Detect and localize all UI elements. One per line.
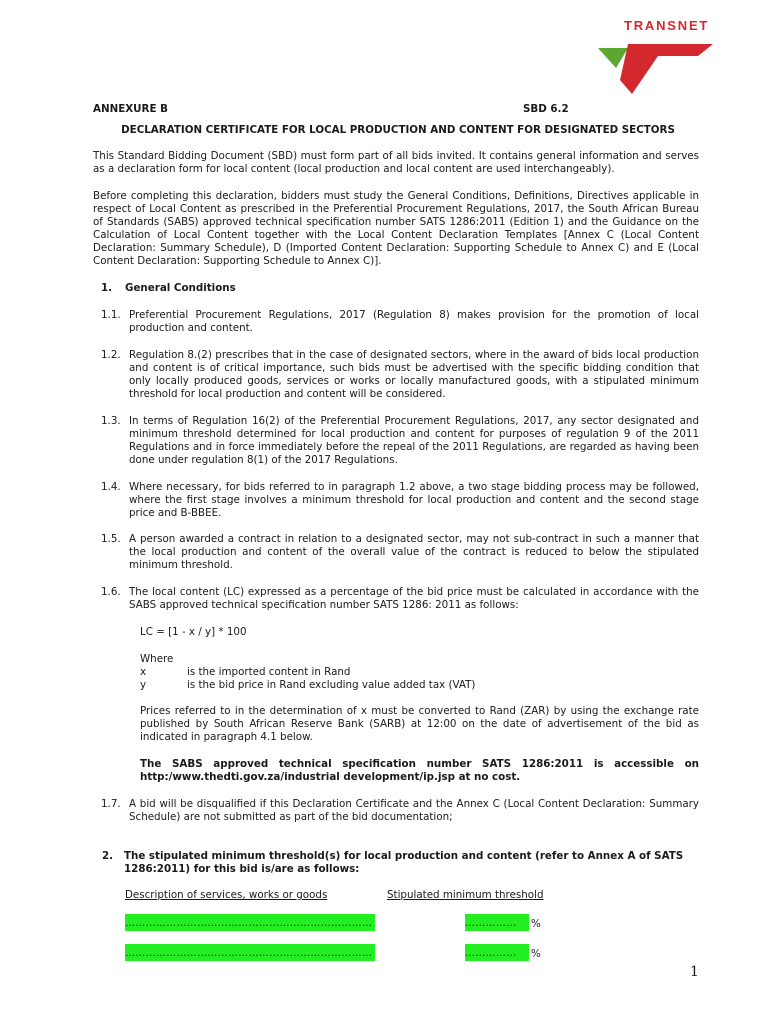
intro-paragraph-2: Before completing this declaration, bidders must study the General Conditions, Definitions, Directives applicable in respect of Local Content as prescribed in the Preferential Procurement Regulations, 2017, the South African Bureau of Standards (SABS) approved technical specification number SATS 1286:2011 (Edition 1) and the Guidance on the Calculation of Local Content together with the Local Content Declaration Templates [Annex C (Local Content Declaration: Summary Schedule), D (Imported Content Declaration: Supporting Schedule to Annex C) and E (Local Content Declaration: Supporting Schedule to Annex C)]. <box>93 190 699 267</box>
description-input-1[interactable]: ……………………………………………………………… <box>125 914 375 931</box>
list-item <box>101 349 699 401</box>
item-number: 1.1. <box>101 309 121 321</box>
list-item <box>101 586 699 612</box>
transnet-logo-text: TRANSNET <box>624 18 710 33</box>
item-text: Regulation 8.(2) prescribes that in the case of designated sectors, where in the award of bids local production and content is of critical importance, such bids must be advertised with the specific bidding condition that only locally produced goods, services or works or locally manufactured goods, with a stipulated minimum threshold for local production and content will be considered. <box>129 349 699 400</box>
section-2-number: 2. <box>102 850 114 862</box>
threshold-input-1[interactable]: …………… <box>465 914 529 931</box>
variable-key: x <box>140 666 147 678</box>
list-item <box>101 481 699 520</box>
description-input-2[interactable]: ……………………………………………………………… <box>125 944 375 961</box>
document-title: DECLARATION CERTIFICATE FOR LOCAL PRODUCTION AND CONTENT FOR DESIGNATED SECTORS <box>121 124 675 136</box>
page-number: 1 <box>690 964 699 980</box>
item-number: 1.5. <box>101 533 121 545</box>
item-text: The local content (LC) expressed as a percentage of the bid price must be calculated in accordance with the SABS approved technical specification number SATS 1286: 2011 as follows: <box>129 586 699 611</box>
section-1-number: 1. <box>101 282 113 294</box>
item-text: Where necessary, for bids referred to in paragraph 1.2 above, a two stage bidding process may be followed, where the first stage involves a minimum threshold for local production and content and the second stage price and B-BBEE. <box>129 481 699 519</box>
sabs-note: The SABS approved technical specification number SATS 1286:2011 is accessible on http:/www.thedti.gov.za/industrial development/ip.jsp at no cost. <box>140 758 699 783</box>
threshold-input-2[interactable]: …………… <box>465 944 529 961</box>
where-label: Where <box>140 653 174 665</box>
column-header-description: Description of services, works or goods <box>125 889 328 901</box>
list-item <box>101 798 699 824</box>
item-number: 1.2. <box>101 349 121 361</box>
column-header-threshold: Stipulated minimum threshold <box>387 889 544 901</box>
variable-desc: is the imported content in Rand <box>187 666 351 678</box>
list-item <box>101 415 699 467</box>
lc-formula: LC = [1 - x / y] * 100 <box>140 626 247 638</box>
item-number: 1.6. <box>101 586 121 598</box>
item-text: A bid will be disqualified if this Declaration Certificate and the Annex C (Local Content Declaration: Summary Schedule) are not submitted as part of the bid documentation; <box>129 798 699 823</box>
item-text: Preferential Procurement Regulations, 2017 (Regulation 8) makes provision for the promotion of local production and content. <box>129 309 699 334</box>
variable-row <box>140 666 699 679</box>
item-number: 1.7. <box>101 798 121 810</box>
sbd-label: SBD 6.2 <box>523 103 569 115</box>
item-number: 1.4. <box>101 481 121 493</box>
variable-desc: is the bid price in Rand excluding value added tax (VAT) <box>187 679 476 691</box>
item-text: A person awarded a contract in relation to a designated sector, may not sub-contract in such a manner that the local production and content of the overall value of the contract is reduced to below the stipulated minimum threshold. <box>129 533 699 571</box>
section-2-title: The stipulated minimum threshold(s) for local production and content (refer to Annex A of SATS 1286:2011) for this bid is/are as follows: <box>124 850 684 875</box>
section-1-heading <box>101 282 236 295</box>
section-1-title: General Conditions <box>125 282 236 294</box>
variable-row <box>140 679 699 692</box>
section-2-heading <box>93 850 699 876</box>
prices-paragraph: Prices referred to in the determination of x must be converted to Rand (ZAR) by using the exchange rate published by South African Reserve Bank (SARB) at 12:00 on the date of advertisement of the bid as indicated in paragraph 4.1 below. <box>140 705 699 743</box>
percent-sign: % <box>531 918 541 930</box>
item-text: In terms of Regulation 16(2) of the Preferential Procurement Regulations, 2017, any sector designated and minimum threshold determined for local production and content for purposes of regulation 9 of the 2011 Regulations and in force immediately before the repeal of the 2011 Regulations, are regarded as having been done under regulation 8(1) of the 2017 Regulations. <box>129 415 699 466</box>
item-number: 1.3. <box>101 415 121 427</box>
intro-paragraph-1: This Standard Bidding Document (SBD) must form part of all bids invited. It contains general information and serves as a declaration form for local content (local production and local content are used interchangeably). <box>93 150 699 175</box>
list-item <box>101 533 699 572</box>
transnet-logo-icon <box>598 44 713 100</box>
percent-sign: % <box>531 948 541 960</box>
variable-key: y <box>140 679 147 691</box>
annexure-label: ANNEXURE B <box>93 103 168 115</box>
list-item <box>101 309 699 335</box>
